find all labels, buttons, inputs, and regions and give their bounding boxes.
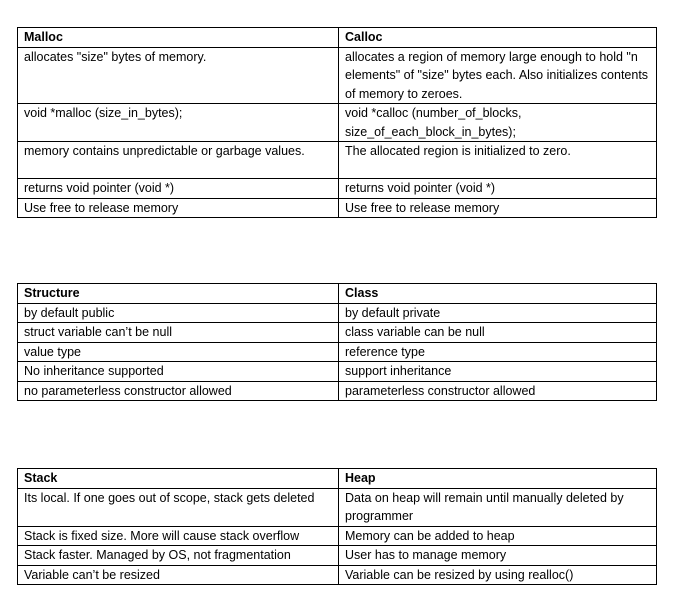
table-row: [18, 362, 657, 382]
header-cell: Calloc: [339, 28, 657, 48]
table-cell: allocates "size" bytes of memory.: [18, 47, 339, 104]
table-cell: allocates a region of memory large enough to hold "n elements" of "size" bytes each. Also initializes contents of memory to zeroes.: [339, 47, 657, 104]
table-cell: struct variable can’t be null: [18, 323, 339, 343]
table-row: [18, 546, 657, 566]
table-cell: no parameterless constructor allowed: [18, 381, 339, 401]
table-cell: No inheritance supported: [18, 362, 339, 382]
table-cell: Use free to release memory: [18, 198, 339, 218]
header-cell: Structure: [18, 284, 339, 304]
table-cell: Data on heap will remain until manually deleted by programmer: [339, 488, 657, 526]
table-row: [18, 104, 657, 142]
table-row: [18, 381, 657, 401]
table-cell: Use free to release memory: [339, 198, 657, 218]
stack-vs-heap-table: [17, 468, 657, 585]
malloc-vs-calloc-table: [17, 27, 657, 218]
table-cell: reference type: [339, 342, 657, 362]
table-cell: void *calloc (number_of_blocks, size_of_each_block_in_bytes);: [339, 104, 657, 142]
structure-vs-class-table: [17, 283, 657, 401]
table-row: [18, 342, 657, 362]
table-cell: by default public: [18, 303, 339, 323]
table-cell: value type: [18, 342, 339, 362]
table-header-row: [18, 469, 657, 489]
header-cell: Malloc: [18, 28, 339, 48]
table-cell: Its local. If one goes out of scope, stack gets deleted: [18, 488, 339, 526]
header-cell: Heap: [339, 469, 657, 489]
table-cell: void *malloc (size_in_bytes);: [18, 104, 339, 142]
table-row: [18, 47, 657, 104]
table-cell: The allocated region is initialized to zero.: [339, 142, 657, 179]
table-cell: returns void pointer (void *): [18, 179, 339, 199]
table-cell: Memory can be added to heap: [339, 526, 657, 546]
table-row: [18, 303, 657, 323]
table-cell: Variable can’t be resized: [18, 565, 339, 585]
table-row: [18, 565, 657, 585]
table-header-row: [18, 284, 657, 304]
table-cell: memory contains unpredictable or garbage values.: [18, 142, 339, 179]
table-row: [18, 142, 657, 179]
table-header-row: [18, 28, 657, 48]
table-cell: class variable can be null: [339, 323, 657, 343]
table-cell: support inheritance: [339, 362, 657, 382]
header-cell: Stack: [18, 469, 339, 489]
table-cell: by default private: [339, 303, 657, 323]
table-cell: Variable can be resized by using realloc(): [339, 565, 657, 585]
table-cell: User has to manage memory: [339, 546, 657, 566]
table-cell: parameterless constructor allowed: [339, 381, 657, 401]
table-row: [18, 323, 657, 343]
table-row: [18, 526, 657, 546]
table-cell: returns void pointer (void *): [339, 179, 657, 199]
table-cell: Stack faster. Managed by OS, not fragmentation: [18, 546, 339, 566]
table-row: [18, 198, 657, 218]
table-row: [18, 179, 657, 199]
header-cell: Class: [339, 284, 657, 304]
table-row: [18, 488, 657, 526]
table-cell: Stack is fixed size. More will cause stack overflow: [18, 526, 339, 546]
